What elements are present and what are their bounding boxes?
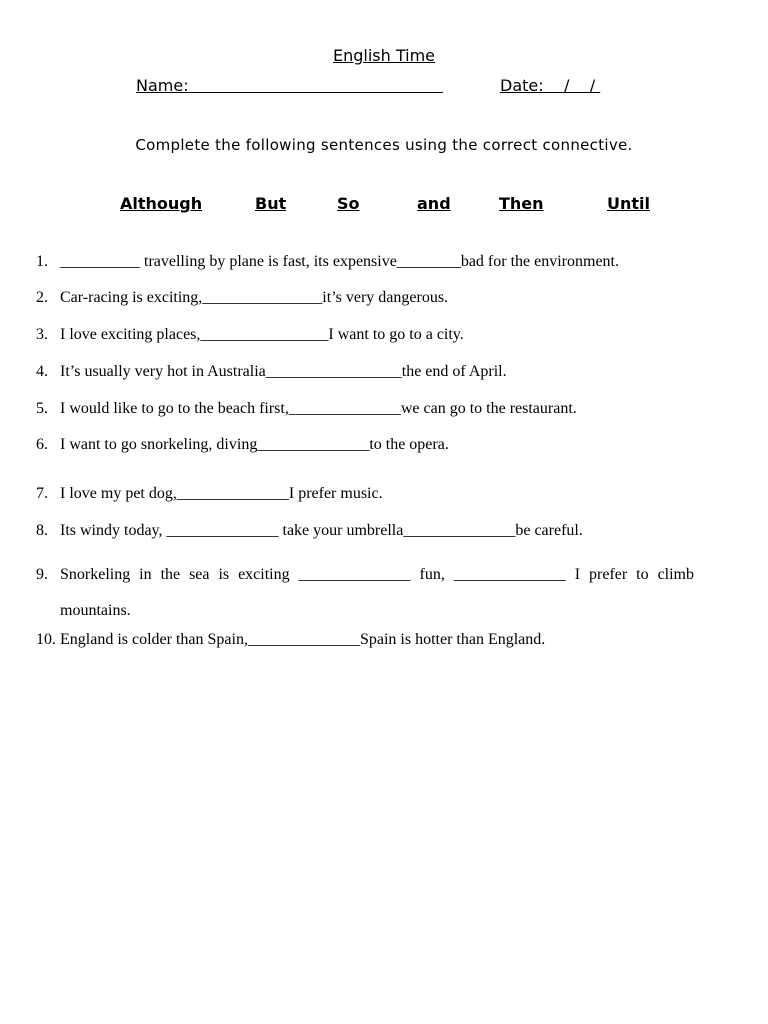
question-6	[36, 435, 449, 455]
question-10	[36, 630, 545, 650]
connective-although: Although	[120, 194, 203, 213]
question-number: 5.	[36, 400, 48, 417]
question-text: I love my pet dog,______________I prefer music.	[60, 485, 383, 502]
question-text: It’s usually very hot in Australia_________________the end of April.	[60, 363, 507, 380]
question-text: I would like to go to the beach first,______________we can go to the restaurant.	[60, 400, 577, 417]
date-label: Date:	[500, 76, 544, 95]
date-field[interactable]	[500, 76, 600, 95]
question-7	[36, 484, 383, 504]
question-4	[36, 362, 507, 382]
question-number: 6.	[36, 436, 48, 453]
question-text: I want to go snorkeling, diving______________to the opera.	[60, 436, 449, 453]
connective-but: But	[255, 194, 287, 213]
question-text: Car-racing is exciting,_______________it’s very dangerous.	[60, 289, 449, 306]
question-number: 2.	[36, 289, 48, 306]
question-8	[36, 521, 583, 541]
question-number: 4.	[36, 363, 48, 380]
question-2	[36, 288, 448, 308]
connective-then: Then	[499, 194, 544, 213]
question-number: 3.	[36, 326, 48, 343]
question-text: __________ travelling by plane is fast, its expensive________bad for the environment.	[60, 253, 619, 270]
question-number: 7.	[36, 485, 48, 502]
date-separators: / /	[563, 76, 596, 95]
question-number: 8.	[36, 522, 48, 539]
question-number: 9.	[36, 566, 48, 583]
name-label: Name:	[136, 76, 189, 95]
question-3	[36, 325, 464, 345]
question-text: Its windy today, ______________ take your umbrella______________be careful.	[60, 522, 583, 539]
question-text: I love exciting places,________________I want to go to a city.	[60, 326, 464, 343]
connective-until: Until	[607, 194, 650, 213]
instruction-text: Complete the following sentences using the correct connective.	[135, 136, 633, 154]
question-9	[36, 557, 694, 629]
question-5	[36, 399, 577, 419]
connective-so: So	[337, 194, 360, 213]
connective-and: and	[417, 194, 451, 213]
worksheet-title: English Time	[332, 46, 435, 65]
question-1	[36, 252, 619, 272]
question-text: England is colder than Spain,______________Spain is hotter than England.	[60, 631, 546, 648]
name-field[interactable]	[136, 76, 443, 95]
question-number: 1.	[36, 253, 48, 270]
question-number: 10.	[36, 631, 56, 648]
question-text: Snorkeling in the sea is exciting ______________ fun, ______________ I prefer to climb mountains.	[60, 566, 694, 619]
